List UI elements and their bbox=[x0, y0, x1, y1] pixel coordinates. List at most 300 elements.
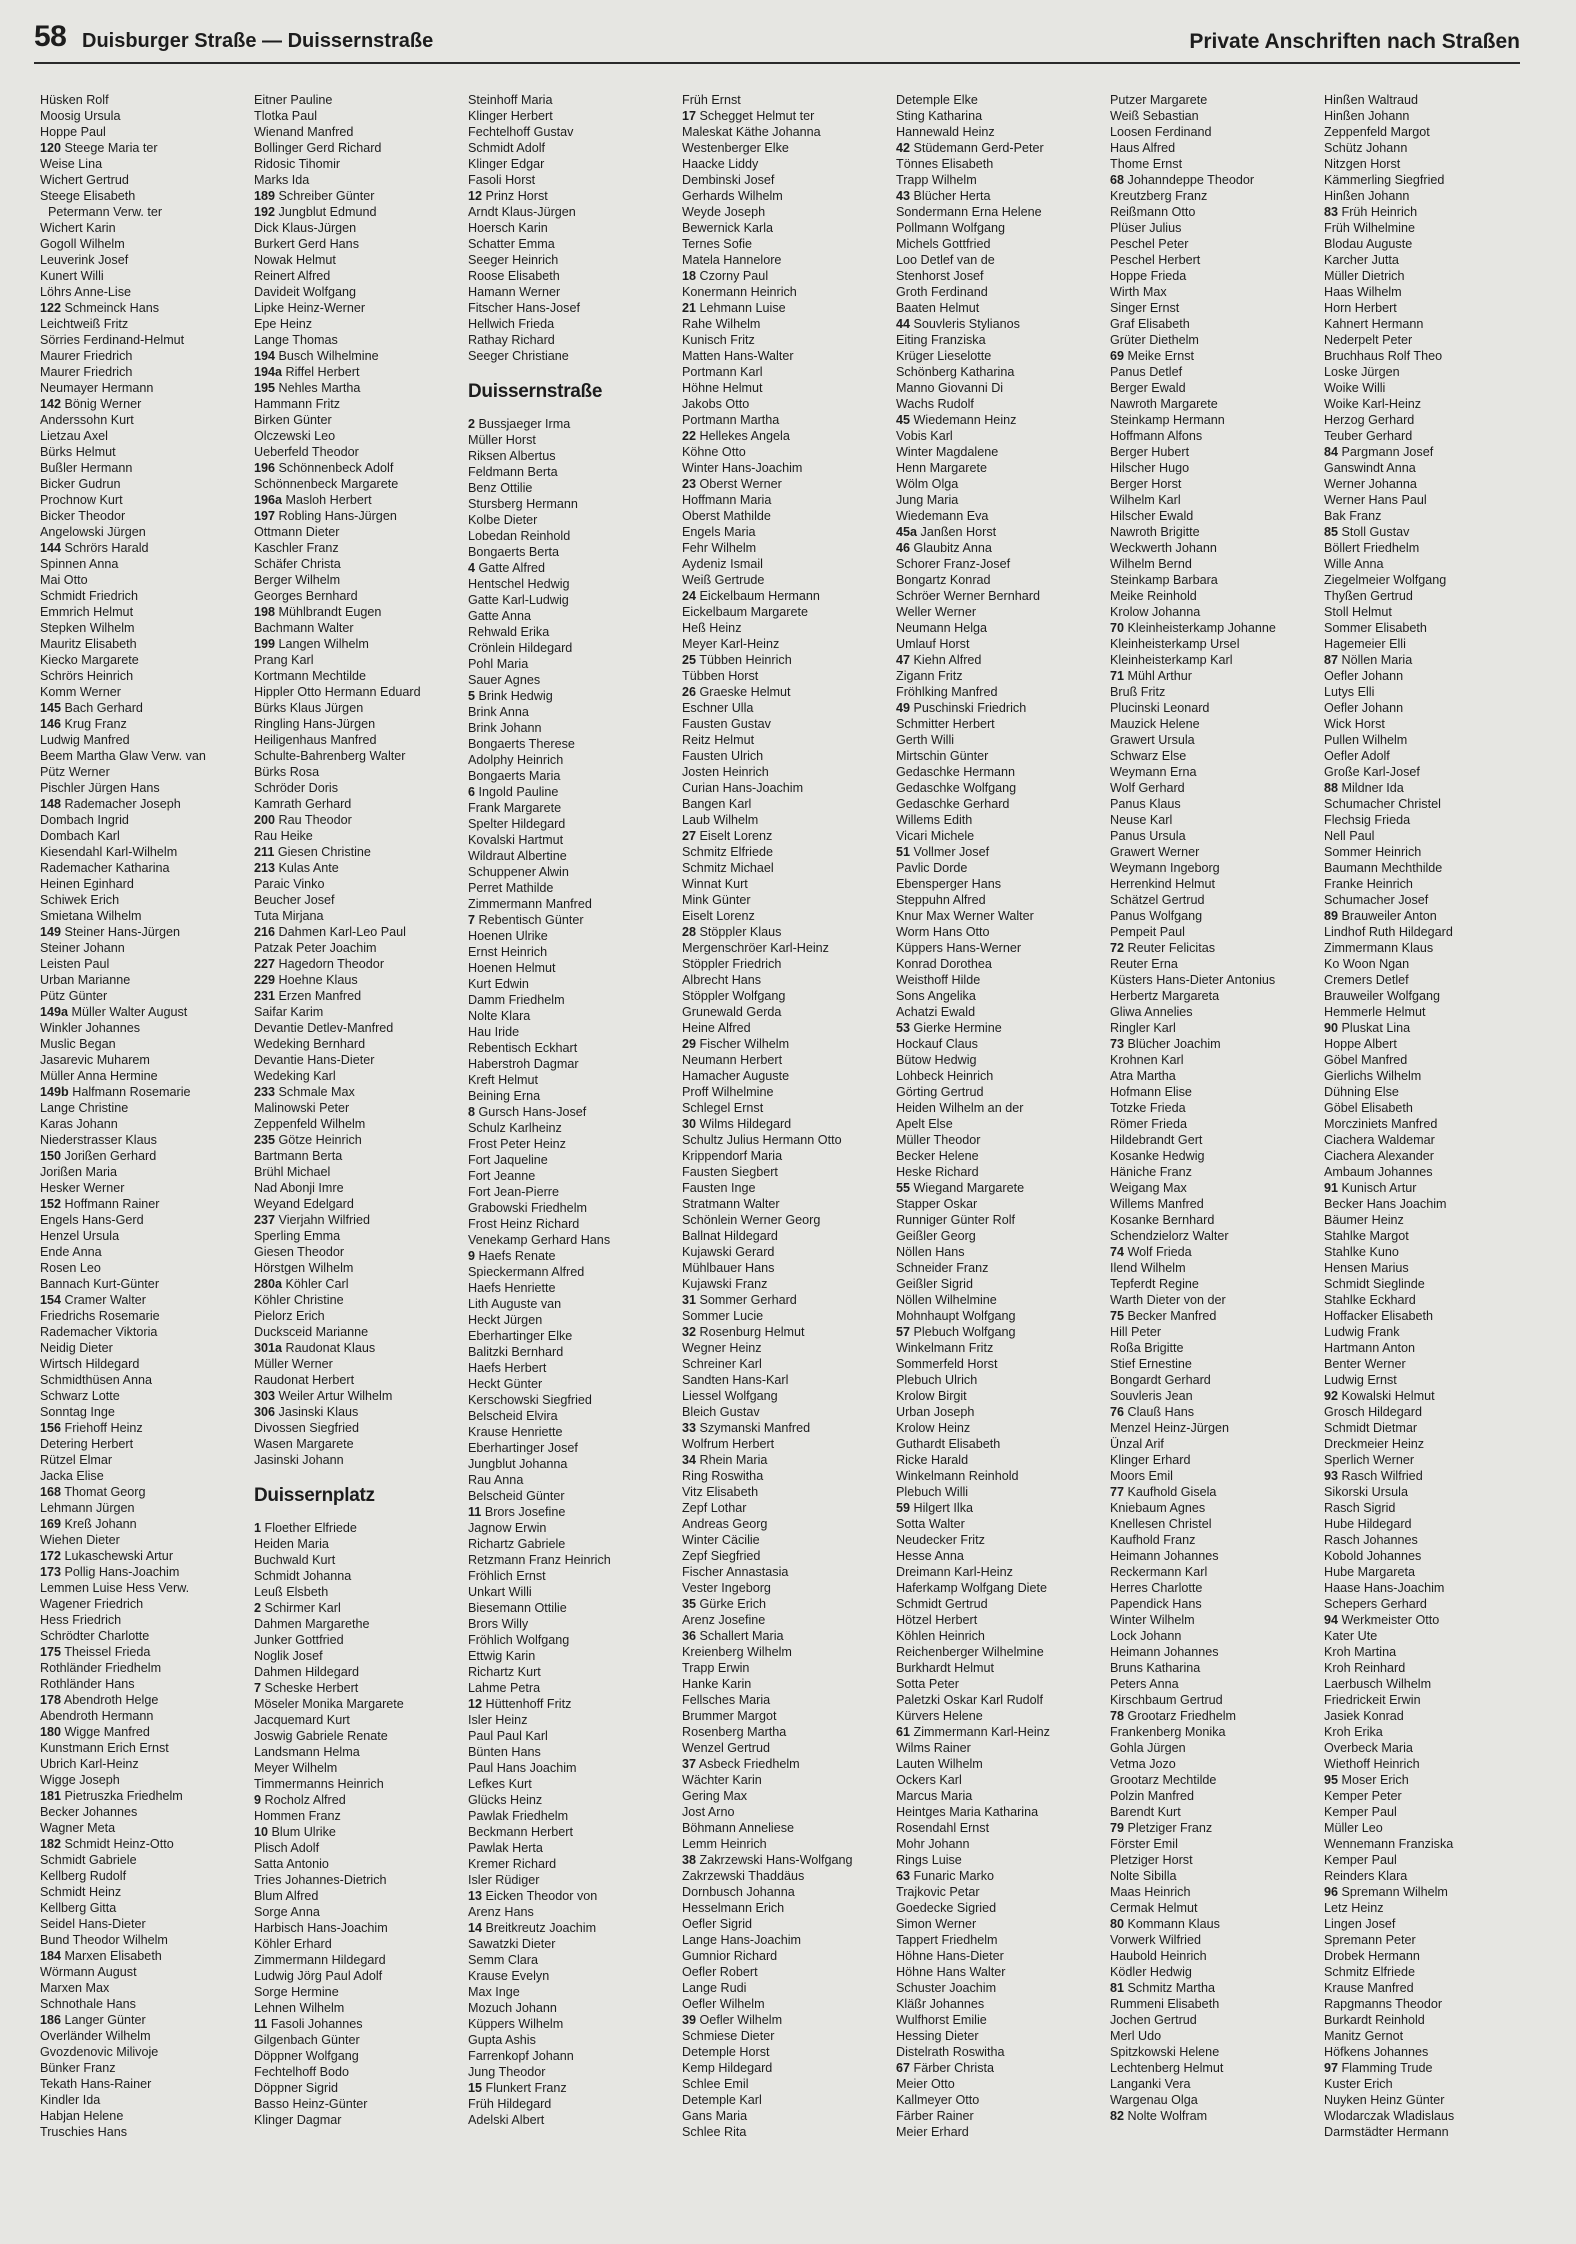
resident-name: Hube Margareta bbox=[1324, 1565, 1416, 1579]
resident-name: Beckmann Herbert bbox=[468, 1825, 573, 1839]
resident-entry bbox=[1324, 1132, 1529, 1148]
resident-name: Haase Hans-Joachim bbox=[1324, 1581, 1445, 1595]
house-number: 120 bbox=[40, 141, 62, 155]
resident-entry bbox=[1110, 364, 1315, 380]
house-number: 31 bbox=[682, 1293, 697, 1307]
resident-name: Souvleris Stylianos bbox=[913, 317, 1020, 331]
resident-name: Nöllen Wilhelmine bbox=[896, 1293, 997, 1307]
resident-entry bbox=[682, 2012, 887, 2028]
resident-entry bbox=[1110, 556, 1315, 572]
resident-name: Zakrzewski Thaddäus bbox=[682, 1869, 805, 1883]
resident-name: Schütz Johann bbox=[1324, 141, 1408, 155]
resident-name: Schmidt Heinz bbox=[40, 1885, 122, 1899]
resident-name: Förster Emil bbox=[1110, 1837, 1178, 1851]
resident-entry bbox=[682, 1372, 887, 1388]
resident-name: Wirth Max bbox=[1110, 285, 1167, 299]
resident-entry bbox=[1324, 1836, 1529, 1852]
resident-name: Haefs Renate bbox=[478, 1249, 556, 1263]
resident-entry bbox=[682, 364, 887, 380]
resident-entry bbox=[1110, 460, 1315, 476]
resident-name: Niederstrasser Klaus bbox=[40, 1133, 157, 1147]
resident-name: Jacka Elise bbox=[40, 1469, 104, 1483]
resident-entry bbox=[1110, 2092, 1315, 2108]
resident-name: Robling Hans-Jürgen bbox=[278, 509, 397, 523]
resident-name: Detemple Horst bbox=[682, 2045, 770, 2059]
resident-entry bbox=[1324, 284, 1529, 300]
resident-name: Hoffacker Elisabeth bbox=[1324, 1309, 1433, 1323]
resident-name: Blücher Joachim bbox=[1127, 1037, 1221, 1051]
resident-name: Mirtschin Günter bbox=[896, 749, 989, 763]
resident-entry bbox=[40, 1660, 245, 1676]
resident-name: Frankenberg Monika bbox=[1110, 1725, 1226, 1739]
resident-name: Hessing Dieter bbox=[896, 2029, 979, 2043]
resident-name: Spelter Hildegard bbox=[468, 817, 566, 831]
resident-entry bbox=[468, 432, 673, 448]
resident-entry bbox=[1324, 92, 1529, 108]
resident-entry bbox=[1324, 764, 1529, 780]
resident-entry bbox=[468, 832, 673, 848]
resident-entry bbox=[40, 220, 245, 236]
resident-entry bbox=[896, 1196, 1101, 1212]
resident-name: Hess Friedrich bbox=[40, 1613, 122, 1627]
resident-name: Ludwig Manfred bbox=[40, 733, 130, 747]
resident-name: Schmitter Herbert bbox=[896, 717, 995, 731]
resident-name: Georges Bernhard bbox=[254, 589, 358, 603]
resident-name: Dombach Karl bbox=[40, 829, 120, 843]
resident-name: Karas Johann bbox=[40, 1117, 118, 1131]
resident-name: Hoffmann Alfons bbox=[1110, 429, 1203, 443]
resident-name: Hensen Marius bbox=[1324, 1261, 1409, 1275]
resident-name: Zimmermann Hildegard bbox=[254, 1953, 386, 1967]
resident-entry bbox=[468, 784, 673, 800]
resident-name: Plebuch Wolfgang bbox=[913, 1325, 1016, 1339]
resident-name: Schuster Joachim bbox=[896, 1981, 997, 1995]
resident-name: Bünker Franz bbox=[40, 2061, 116, 2075]
resident-entry bbox=[254, 92, 459, 108]
resident-entry bbox=[1110, 124, 1315, 140]
resident-name: Lock Johann bbox=[1110, 1629, 1182, 1643]
resident-entry bbox=[254, 860, 459, 876]
resident-entry bbox=[40, 1628, 245, 1644]
resident-entry bbox=[40, 412, 245, 428]
resident-entry bbox=[468, 1664, 673, 1680]
resident-entry bbox=[896, 1852, 1101, 1868]
resident-entry bbox=[254, 124, 459, 140]
resident-entry bbox=[1324, 892, 1529, 908]
resident-name: Kniebaum Agnes bbox=[1110, 1501, 1206, 1515]
resident-entry bbox=[896, 396, 1101, 412]
resident-entry bbox=[254, 1776, 459, 1792]
resident-name: Tuta Mirjana bbox=[254, 909, 324, 923]
resident-entry bbox=[40, 716, 245, 732]
resident-name: Wenzel Gertrud bbox=[682, 1741, 770, 1755]
resident-name: Kindler Ida bbox=[40, 2093, 101, 2107]
resident-name: Werner Johanna bbox=[1324, 477, 1417, 491]
resident-name: Andreas Georg bbox=[682, 1517, 768, 1531]
resident-name: Adelski Albert bbox=[468, 2113, 545, 2127]
resident-entry bbox=[896, 1436, 1101, 1452]
resident-name: Wichert Gertrud bbox=[40, 173, 129, 187]
resident-entry bbox=[254, 1600, 459, 1616]
resident-name: Köhler Carl bbox=[285, 1277, 349, 1291]
resident-entry bbox=[896, 1148, 1101, 1164]
resident-name: Prochnow Kurt bbox=[40, 493, 123, 507]
resident-name: Janßen Horst bbox=[920, 525, 997, 539]
resident-entry bbox=[254, 652, 459, 668]
house-number: 2 bbox=[254, 1601, 262, 1615]
resident-entry bbox=[40, 732, 245, 748]
resident-name: Mohr Johann bbox=[896, 1837, 970, 1851]
resident-name: Winkelmann Fritz bbox=[896, 1341, 994, 1355]
resident-name: Becker Hans Joachim bbox=[1324, 1197, 1447, 1211]
resident-name: Krüger Lieselotte bbox=[896, 349, 992, 363]
resident-entry bbox=[682, 1468, 887, 1484]
resident-name: Brauweiler Wolfgang bbox=[1324, 989, 1440, 1003]
resident-entry bbox=[1324, 1564, 1529, 1580]
resident-name: Tekath Hans-Rainer bbox=[40, 2077, 152, 2091]
resident-entry bbox=[1110, 812, 1315, 828]
resident-entry bbox=[682, 1708, 887, 1724]
resident-entry bbox=[682, 1900, 887, 1916]
house-number: 75 bbox=[1110, 1309, 1125, 1323]
resident-entry bbox=[1110, 1148, 1315, 1164]
resident-entry bbox=[1324, 1356, 1529, 1372]
resident-entry bbox=[1110, 924, 1315, 940]
house-number: 306 bbox=[254, 1405, 276, 1419]
resident-name: Detering Herbert bbox=[40, 1437, 134, 1451]
street-heading: Duissernplatz bbox=[254, 1485, 375, 1506]
resident-entry bbox=[682, 1164, 887, 1180]
resident-entry bbox=[1110, 1084, 1315, 1100]
resident-entry bbox=[468, 848, 673, 864]
resident-entry bbox=[896, 812, 1101, 828]
resident-entry bbox=[468, 992, 673, 1008]
resident-name: Stahlke Kuno bbox=[1324, 1245, 1399, 1259]
resident-entry bbox=[896, 2076, 1101, 2092]
resident-name: Haus Alfred bbox=[1110, 141, 1176, 155]
resident-entry bbox=[682, 252, 887, 268]
resident-name: Hoersch Karin bbox=[468, 221, 548, 235]
resident-entry bbox=[40, 1100, 245, 1116]
resident-entry bbox=[1110, 764, 1315, 780]
resident-name: Manno Giovanni Di bbox=[896, 381, 1004, 395]
resident-name: Ganswindt Anna bbox=[1324, 461, 1416, 475]
resident-name: Brühl Michael bbox=[254, 1165, 331, 1179]
resident-name: Vetma Jozo bbox=[1110, 1757, 1176, 1771]
resident-entry bbox=[40, 428, 245, 444]
resident-name: Willems Manfred bbox=[1110, 1197, 1204, 1211]
resident-name: Giesen Christine bbox=[277, 845, 371, 859]
resident-entry bbox=[682, 588, 887, 604]
resident-entry bbox=[896, 1292, 1101, 1308]
resident-entry bbox=[682, 1196, 887, 1212]
resident-entry bbox=[1324, 2124, 1529, 2140]
resident-entry bbox=[254, 316, 459, 332]
resident-entry bbox=[40, 1580, 245, 1596]
house-number: 216 bbox=[254, 925, 276, 939]
resident-name: Fausten Siegbert bbox=[682, 1165, 778, 1179]
resident-name: Gerhards Wilhelm bbox=[682, 189, 783, 203]
resident-entry bbox=[254, 684, 459, 700]
resident-name: Hube Hildegard bbox=[1324, 1517, 1412, 1531]
resident-entry bbox=[40, 1948, 245, 1964]
resident-entry bbox=[40, 348, 245, 364]
resident-name: Lingen Josef bbox=[1324, 1917, 1396, 1931]
resident-entry bbox=[254, 716, 459, 732]
header-section-title: Private Anschriften nach Straßen bbox=[1189, 30, 1520, 53]
resident-name: Baaten Helmut bbox=[896, 301, 980, 315]
house-number: 88 bbox=[1324, 781, 1339, 795]
resident-entry bbox=[468, 1328, 673, 1344]
resident-name: Schmidt Heinz-Otto bbox=[64, 1837, 174, 1851]
resident-name: Willems Edith bbox=[896, 813, 973, 827]
resident-name: Brors Josefine bbox=[484, 1505, 566, 1519]
resident-entry bbox=[1110, 508, 1315, 524]
resident-name: Bangen Karl bbox=[682, 797, 752, 811]
resident-entry bbox=[40, 1180, 245, 1196]
resident-name: Ko Woon Ngan bbox=[1324, 957, 1410, 971]
resident-entry bbox=[468, 1344, 673, 1360]
resident-entry bbox=[468, 864, 673, 880]
resident-name: Köhler Christine bbox=[254, 1293, 344, 1307]
resident-entry bbox=[254, 2080, 459, 2096]
resident-name: Paletzki Oskar Karl Rudolf bbox=[896, 1693, 1043, 1707]
resident-entry bbox=[896, 892, 1101, 908]
resident-name: Trajkovic Petar bbox=[896, 1885, 980, 1899]
house-number: 33 bbox=[682, 1421, 697, 1435]
house-number: 59 bbox=[896, 1501, 911, 1515]
resident-entry bbox=[254, 1520, 459, 1536]
resident-entry bbox=[682, 1244, 887, 1260]
house-number: 8 bbox=[468, 1105, 476, 1119]
resident-name: Sommer Lucie bbox=[682, 1309, 764, 1323]
resident-name: Eickelbaum Hermann bbox=[699, 589, 820, 603]
resident-name: Stahlke Margot bbox=[1324, 1229, 1409, 1243]
resident-name: Schuppener Alwin bbox=[468, 865, 569, 879]
resident-name: Färber Rainer bbox=[896, 2109, 974, 2123]
resident-name: Küppers Wilhelm bbox=[468, 2017, 564, 2031]
resident-entry bbox=[40, 268, 245, 284]
resident-name: Sons Angelika bbox=[896, 989, 976, 1003]
resident-name: Umlauf Horst bbox=[896, 637, 970, 651]
resident-entry bbox=[468, 896, 673, 912]
resident-entry bbox=[1324, 1484, 1529, 1500]
resident-name: Schreiber Günter bbox=[278, 189, 375, 203]
resident-name: Peschel Herbert bbox=[1110, 253, 1201, 267]
resident-entry bbox=[254, 252, 459, 268]
resident-name: Steiner Hans-Jürgen bbox=[64, 925, 181, 939]
resident-name: Wachs Rudolf bbox=[896, 397, 974, 411]
resident-entry bbox=[682, 1788, 887, 1804]
resident-entry bbox=[682, 1932, 887, 1948]
resident-name: Morcziniets Manfred bbox=[1324, 1117, 1438, 1131]
resident-name: Eiselt Lorenz bbox=[699, 829, 773, 843]
resident-entry bbox=[468, 1744, 673, 1760]
resident-entry bbox=[254, 1568, 459, 1584]
resident-name: Görting Gertrud bbox=[896, 1085, 984, 1099]
resident-name: Heske Richard bbox=[896, 1165, 979, 1179]
resident-entry bbox=[40, 764, 245, 780]
resident-entry bbox=[682, 284, 887, 300]
resident-entry bbox=[1324, 460, 1529, 476]
resident-entry bbox=[40, 1452, 245, 1468]
resident-name: Neidig Dieter bbox=[40, 1341, 113, 1355]
resident-name: Langanki Vera bbox=[1110, 2077, 1191, 2091]
resident-entry bbox=[40, 924, 245, 940]
resident-entry bbox=[1110, 1548, 1315, 1564]
resident-name: Pütz Günter bbox=[40, 989, 108, 1003]
resident-entry bbox=[254, 1148, 459, 1164]
house-number: 13 bbox=[468, 1889, 483, 1903]
resident-name: Früh Hildegard bbox=[468, 2097, 552, 2111]
resident-name: Konermann Heinrich bbox=[682, 285, 797, 299]
resident-entry bbox=[896, 2092, 1101, 2108]
resident-name: Leichtweiß Fritz bbox=[40, 317, 129, 331]
resident-entry bbox=[468, 1280, 673, 1296]
resident-entry bbox=[254, 892, 459, 908]
resident-name: Truschies Hans bbox=[40, 2125, 128, 2139]
resident-entry bbox=[682, 1420, 887, 1436]
resident-entry bbox=[1324, 972, 1529, 988]
resident-name: Dornbusch Johanna bbox=[682, 1885, 795, 1899]
resident-name: Baumann Mechthilde bbox=[1324, 861, 1443, 875]
resident-name: Haefs Herbert bbox=[468, 1361, 547, 1375]
resident-name: Schirmer Karl bbox=[264, 1601, 341, 1615]
resident-entry bbox=[896, 620, 1101, 636]
house-number: 181 bbox=[40, 1789, 62, 1803]
resident-name: Wolf Frieda bbox=[1127, 1245, 1192, 1259]
resident-name: Schröer Werner Bernhard bbox=[896, 589, 1040, 603]
house-number: 61 bbox=[896, 1725, 911, 1739]
resident-entry bbox=[682, 1516, 887, 1532]
resident-name: Tübben Horst bbox=[682, 669, 759, 683]
house-number: 45 bbox=[896, 413, 911, 427]
resident-entry bbox=[40, 1548, 245, 1564]
resident-name: Weiß Sebastian bbox=[1110, 109, 1199, 123]
resident-entry bbox=[896, 268, 1101, 284]
resident-name: Lehnen Wilhelm bbox=[254, 2001, 345, 2015]
resident-name: Neumann Helga bbox=[896, 621, 988, 635]
resident-entry bbox=[254, 1308, 459, 1324]
resident-entry bbox=[1110, 1180, 1315, 1196]
resident-name: Putzer Margarete bbox=[1110, 93, 1208, 107]
resident-entry bbox=[896, 636, 1101, 652]
resident-name: Höhne Hans-Dieter bbox=[896, 1949, 1004, 1963]
resident-name: Arenz Josefine bbox=[682, 1613, 766, 1627]
resident-entry bbox=[1324, 1500, 1529, 1516]
resident-name: Komm Werner bbox=[40, 685, 121, 699]
resident-entry bbox=[1324, 1228, 1529, 1244]
resident-name: Vicari Michele bbox=[896, 829, 975, 843]
page-header bbox=[34, 22, 1520, 64]
resident-entry bbox=[254, 332, 459, 348]
resident-name: Mildner Ida bbox=[1341, 781, 1404, 795]
resident-entry bbox=[40, 1756, 245, 1772]
resident-entry bbox=[468, 1392, 673, 1408]
resident-name: Bannach Kurt-Günter bbox=[40, 1277, 160, 1291]
house-number: 11 bbox=[468, 1505, 482, 1519]
resident-name: Gerth Willi bbox=[896, 733, 955, 747]
resident-name: Tappert Friedhelm bbox=[896, 1933, 998, 1947]
resident-name: Ludwig Ernst bbox=[1324, 1373, 1397, 1387]
resident-entry bbox=[1110, 572, 1315, 588]
resident-name: Früh Heinrich bbox=[1341, 205, 1418, 219]
resident-name: Nehles Martha bbox=[278, 381, 361, 395]
resident-entry bbox=[254, 1968, 459, 1984]
resident-name: Rings Luise bbox=[896, 1853, 962, 1867]
resident-name: Kujawski Franz bbox=[682, 1277, 768, 1291]
resident-name: Kemp Hildegard bbox=[682, 2061, 773, 2075]
resident-entry bbox=[468, 752, 673, 768]
resident-name: Schallert Maria bbox=[699, 1629, 784, 1643]
resident-name: Gierlichs Wilhelm bbox=[1324, 1069, 1422, 1083]
resident-name: Muslic Began bbox=[40, 1037, 116, 1051]
resident-name: Engels Hans-Gerd bbox=[40, 1213, 144, 1227]
resident-name: Mergenschröer Karl-Heinz bbox=[682, 941, 829, 955]
resident-name: Mauzick Helene bbox=[1110, 717, 1200, 731]
resident-name: Rebentisch Eckhart bbox=[468, 1041, 578, 1055]
resident-name: Oefler Adolf bbox=[1324, 749, 1390, 763]
resident-name: Frank Margarete bbox=[468, 801, 562, 815]
resident-entry bbox=[40, 1084, 245, 1100]
resident-entry bbox=[896, 1468, 1101, 1484]
resident-name: Hesker Werner bbox=[40, 1181, 125, 1195]
resident-name: Brink Johann bbox=[468, 721, 542, 735]
resident-name: Mühlbrandt Eugen bbox=[278, 605, 382, 619]
resident-entry bbox=[254, 1324, 459, 1340]
resident-name: Kreienberg Wilhelm bbox=[682, 1645, 792, 1659]
resident-name: Emmrich Helmut bbox=[40, 605, 134, 619]
resident-entry bbox=[682, 460, 887, 476]
resident-entry bbox=[1324, 1948, 1529, 1964]
resident-name: Sotta Walter bbox=[896, 1517, 965, 1531]
resident-entry bbox=[468, 1632, 673, 1648]
resident-name: Pavlic Dorde bbox=[896, 861, 968, 875]
resident-entry bbox=[1110, 1484, 1315, 1500]
resident-entry bbox=[1324, 2092, 1529, 2108]
resident-entry bbox=[254, 476, 459, 492]
resident-name: Pollmann Wolfgang bbox=[896, 221, 1005, 235]
resident-name: Mauritz Elisabeth bbox=[40, 637, 137, 651]
resident-entry bbox=[1110, 2076, 1315, 2092]
resident-name: Bongartz Konrad bbox=[896, 573, 991, 587]
resident-entry bbox=[1324, 732, 1529, 748]
resident-name: Olczewski Leo bbox=[254, 429, 336, 443]
resident-name: Kahnert Hermann bbox=[1324, 317, 1424, 331]
resident-entry bbox=[254, 1936, 459, 1952]
resident-entry bbox=[1110, 1244, 1315, 1260]
resident-entry bbox=[468, 512, 673, 528]
resident-name: Pluskat Lina bbox=[1341, 1021, 1411, 1035]
house-number: 5 bbox=[468, 689, 476, 703]
resident-name: Moors Emil bbox=[1110, 1469, 1173, 1483]
resident-name: Farrenkopf Johann bbox=[468, 2049, 574, 2063]
resident-name: Bicker Theodor bbox=[40, 509, 126, 523]
resident-name: Dühning Else bbox=[1324, 1085, 1399, 1099]
resident-entry bbox=[468, 1072, 673, 1088]
resident-entry bbox=[1110, 524, 1315, 540]
resident-name: Sorge Hermine bbox=[254, 1985, 339, 1999]
resident-name: Zeppenfeld Wilhelm bbox=[254, 1117, 366, 1131]
resident-name: Bicker Gudrun bbox=[40, 477, 121, 491]
resident-entry bbox=[40, 908, 245, 924]
resident-name: Hoppe Paul bbox=[40, 125, 106, 139]
house-number: 10 bbox=[254, 1825, 269, 1839]
house-number: 85 bbox=[1324, 525, 1339, 539]
resident-name: Kiesendahl Karl-Wilhelm bbox=[40, 845, 178, 859]
resident-entry bbox=[254, 1552, 459, 1568]
resident-entry bbox=[1324, 492, 1529, 508]
